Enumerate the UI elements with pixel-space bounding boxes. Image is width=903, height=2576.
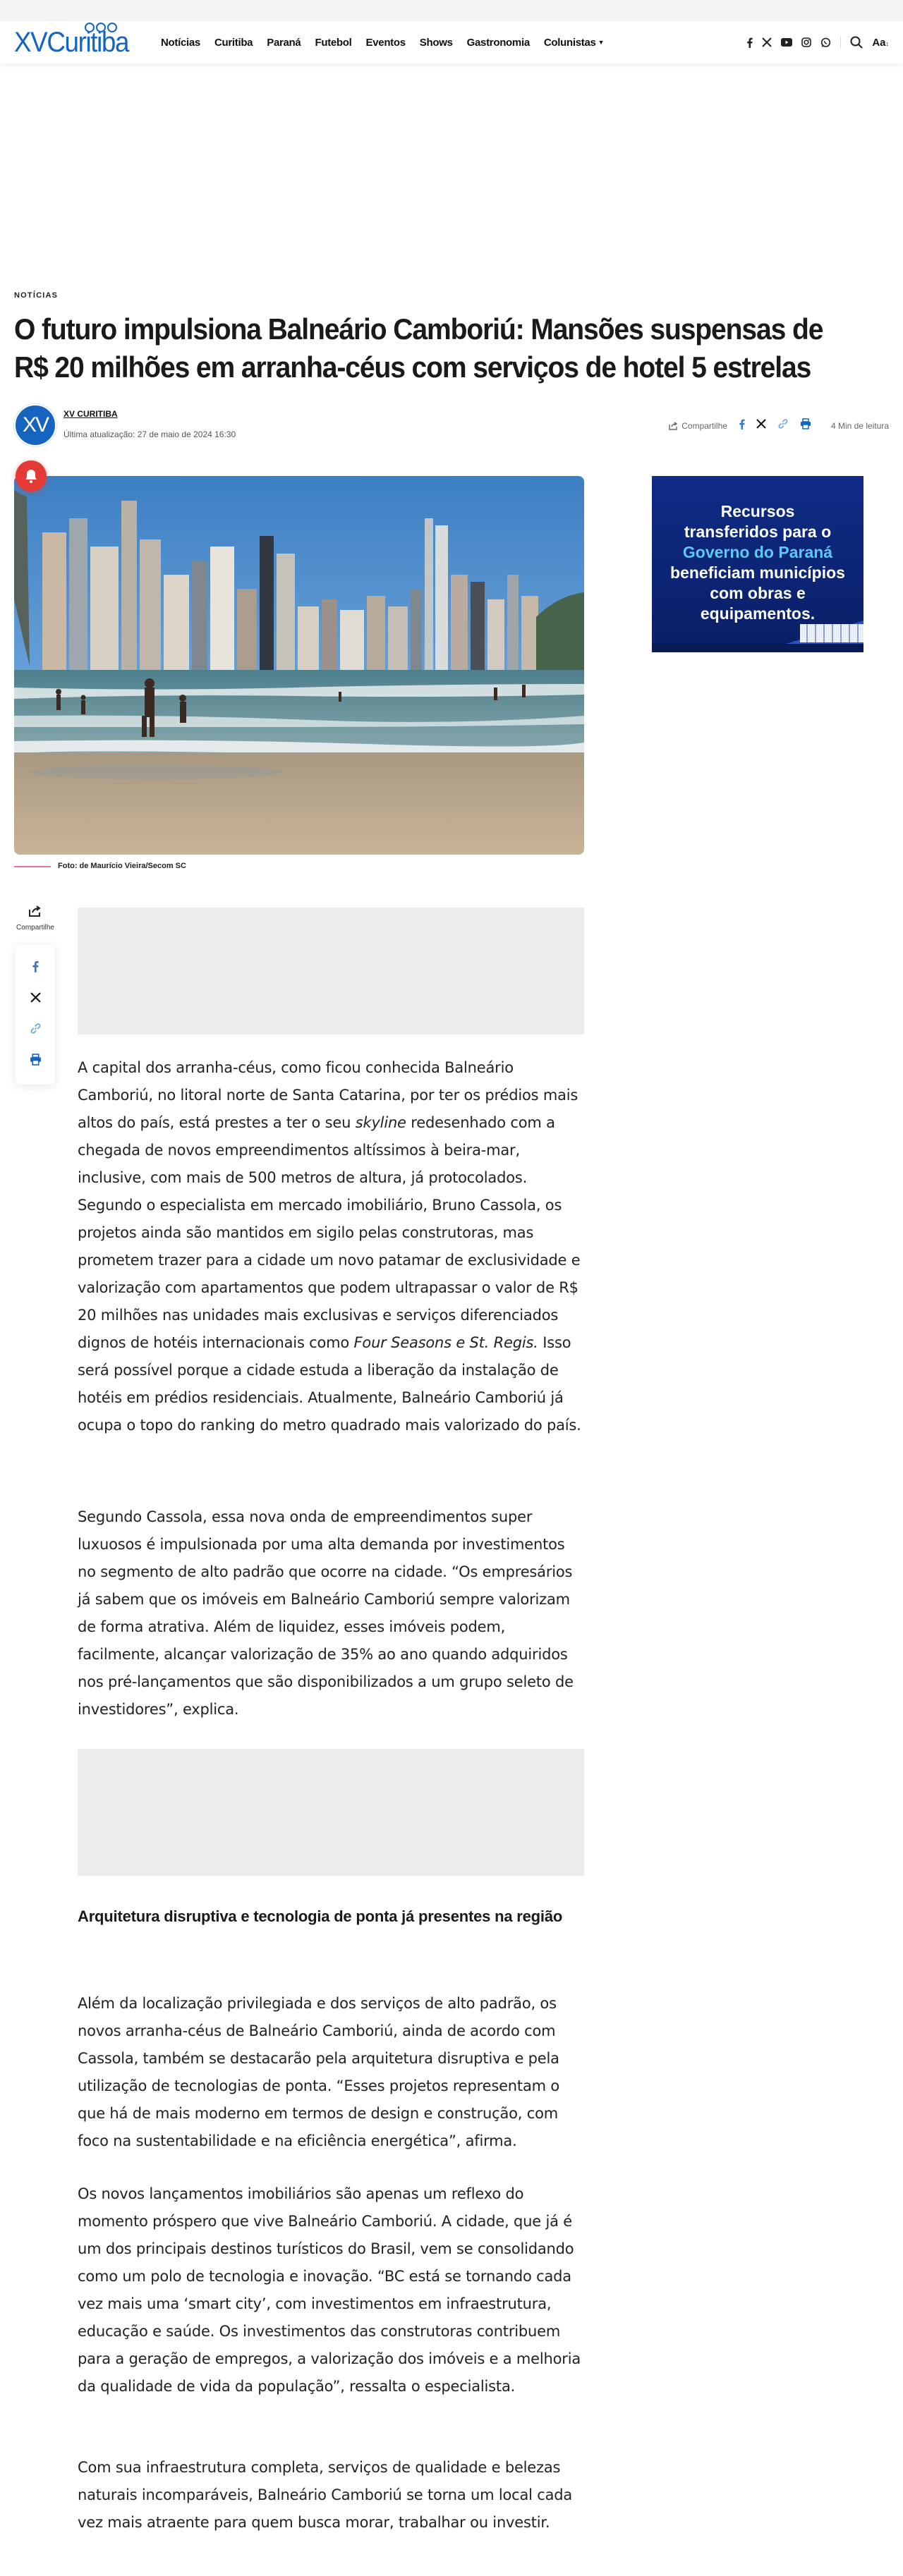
- nav-item-eventos[interactable]: Eventos: [365, 36, 406, 49]
- inline-ad-placeholder-2: [78, 1749, 584, 1876]
- hero-image: [14, 476, 584, 855]
- share-label-text: Compartilhe: [681, 420, 727, 431]
- floating-x-icon[interactable]: [30, 991, 41, 1006]
- paragraph-2-text: Segundo Cassola, essa nova onda de empreendimentos super luxuosos é impulsionada por uma alta demanda por investimentos no segmento de alto padrão que ocorre na cidade. “Os empresários já sabem que os imóveis em Balneário Camboriú sempre valorizam de forma atrativa. Além de liquidez, esses imóveis podem, facilmente, alcançar valorização de 35% ao ano quando adquiridos nos pré-lançamentos que são disponibilizados a um grupo seleto de investidores”, explica.: [78, 1508, 574, 1718]
- sidebar-ad-line4: beneficiam municípios: [670, 563, 845, 582]
- facebook-icon[interactable]: [746, 37, 753, 48]
- sidebar-ad-banner[interactable]: [652, 476, 863, 652]
- floating-share-label: Compartilhe: [16, 924, 54, 932]
- article-subheading: Arquitetura disruptiva e tecnologia de ponta já presentes na região: [78, 1907, 563, 1925]
- sidebar-ad-building-graphic: [652, 476, 863, 652]
- nav-item-parana[interactable]: Paraná: [267, 36, 301, 49]
- share-copy-link-icon[interactable]: [777, 418, 789, 433]
- bell-icon: [24, 468, 38, 484]
- nav-item-curitiba[interactable]: Curitiba: [214, 36, 253, 49]
- paragraph-1-part-2: redesenhado com a chegada de novos empreendimentos altíssimos à beira-mar, inclusive, com mais de 500 metros de altura, já protocolados. Segundo o especialista em mercado imobiliário, Bruno Cassola, os projetos ainda são mantidos em sigilo pelas construtoras, mas prometem trazer para a cidade um novo patamar de exclusividade e valorização com apartamentos que podem ultrapassar o valor de R$ 20 milhões nas unidades mais exclusivas e serviços diferenciados dignos de hotéis internacionais como: [78, 1114, 581, 1351]
- sidebar-ad-line3: Governo do Paraná: [682, 543, 833, 561]
- nav-item-shows[interactable]: Shows: [419, 36, 453, 49]
- share-facebook-icon[interactable]: [739, 419, 745, 433]
- instagram-icon[interactable]: [801, 37, 811, 47]
- read-time: 4 Min de leitura: [830, 420, 889, 431]
- hotels-italic: Four Seasons e St. Regis.: [353, 1334, 538, 1351]
- notification-bell-button[interactable]: [16, 460, 47, 492]
- sidebar-ad-line6: equipamentos.: [700, 604, 816, 623]
- article-paragraph-1: [78, 1054, 584, 1439]
- site-header: [0, 21, 903, 63]
- chevron-down-icon: ▼: [598, 39, 605, 46]
- font-size-label: Aa: [872, 36, 886, 49]
- caption-accent-line: [14, 866, 51, 867]
- article-paragraph-3: [78, 1990, 584, 2155]
- nav-item-colunistas-label: Colunistas: [543, 36, 596, 49]
- font-size-toggle[interactable]: [872, 37, 889, 49]
- share-bar: [669, 418, 889, 433]
- share-icon: [13, 905, 58, 921]
- main-nav: [161, 21, 604, 63]
- nav-item-noticias[interactable]: Notícias: [161, 36, 200, 49]
- author-link[interactable]: XV CURITIBA: [63, 409, 118, 419]
- share-icon: [669, 422, 678, 430]
- share-label: [669, 421, 727, 431]
- header-icons: [746, 21, 889, 63]
- top-strip: [0, 0, 903, 21]
- sidebar-ad-line1: Recursos: [720, 502, 795, 520]
- x-twitter-icon[interactable]: [762, 37, 772, 47]
- last-updated: Última atualização: 27 de maio de 2024 16:30: [63, 429, 236, 439]
- paragraph-5-text: Com sua infraestrutura completa, serviços de qualidade e belezas naturais incomparáveis, Balneário Camboriú se torna um local cada vez mais atraente para quem busca morar, trabalhar ou investir.: [78, 2459, 573, 2531]
- floating-facebook-icon[interactable]: [32, 960, 39, 976]
- skyline-italic: skyline: [355, 1114, 406, 1131]
- header-divider: [840, 36, 841, 49]
- paragraph-1-part-1: A capital dos arranha-céus, como ficou conhecida Balneário Camboriú, no litoral norte de Santa Catarina, por ter os prédios mais altos do país, está prestes a ter o seu: [78, 1059, 578, 1131]
- paragraph-1-part-3: Isso será possível porque a cidade estuda a liberação da instalação de hotéis em prédios residenciais. Atualmente, Balneário Camboriú já ocupa o topo do ranking do metro quadrado mais valorizado do país.: [78, 1334, 581, 1434]
- nav-item-futebol[interactable]: Futebol: [315, 36, 352, 49]
- whatsapp-icon[interactable]: [820, 37, 831, 48]
- font-size-arrows-icon: ↕: [885, 39, 889, 47]
- article-paragraph-4: [78, 2180, 584, 2400]
- floating-share-card: [16, 945, 55, 1085]
- youtube-icon[interactable]: [781, 38, 792, 47]
- beach-skyline-photo: [14, 476, 584, 855]
- sidebar-ad-line5: com obras e: [710, 584, 806, 602]
- article-category[interactable]: NOTÍCIAS: [14, 291, 59, 300]
- article-paragraph-2: [78, 1503, 584, 1723]
- search-icon[interactable]: [850, 36, 863, 49]
- nav-item-colunistas[interactable]: [544, 37, 604, 49]
- logo-text: XVCuritiba: [14, 26, 129, 58]
- paragraph-3-text: Além da localização privilegiada e dos serviços de alto padrão, os novos arranha-céus de Balneário Camboriú, ainda de acordo com Cassola, também se destacarão pela arquitetura disruptiva e pela utilização de tecnologias de ponta. “Esses projetos representam o que há de mais moderno em termos de design e construção, com foco na sustentabilidade e na eficiência energética”, afirma.: [78, 1995, 559, 2149]
- author-avatar[interactable]: [14, 404, 56, 446]
- article-title: O futuro impulsiona Balneário Camboriú: Mansões suspensas de R$ 20 milhões em arranha-céus com serviços de hotel 5 estrelas: [14, 312, 823, 384]
- sidebar-ad-line2: transferidos para o: [684, 523, 832, 541]
- author-avatar-initials: XV: [22, 413, 49, 437]
- inline-ad-placeholder-1: [78, 908, 584, 1034]
- nav-item-gastronomia[interactable]: Gastronomia: [466, 36, 530, 49]
- article-paragraph-5: [78, 2454, 584, 2537]
- photo-caption: Foto: de Maurício Vieira/Secom SC: [58, 862, 186, 870]
- floating-copy-link-icon[interactable]: [30, 1023, 42, 1038]
- floating-print-icon[interactable]: [30, 1054, 42, 1069]
- paragraph-4-text: Os novos lançamentos imobiliários são apenas um reflexo do momento próspero que vive Balneário Camboriú. A cidade, que já é um dos principais destinos turísticos do Brasil, vem se consolidando como um polo de tecnologia e inovação. “BC está se tornando cada vez mais uma ‘smart city’, com investimentos em infraestrutura, educação e saúde. Os investimentos das construtoras contribuem para a geração de empregos, a valorização dos imóveis e a melhoria da qualidade de vida da população”, ressalta o especialista.: [78, 2185, 581, 2395]
- share-print-icon[interactable]: [800, 418, 811, 433]
- site-logo[interactable]: [14, 21, 138, 63]
- floating-share-header: [13, 905, 58, 932]
- share-x-icon[interactable]: [756, 419, 766, 432]
